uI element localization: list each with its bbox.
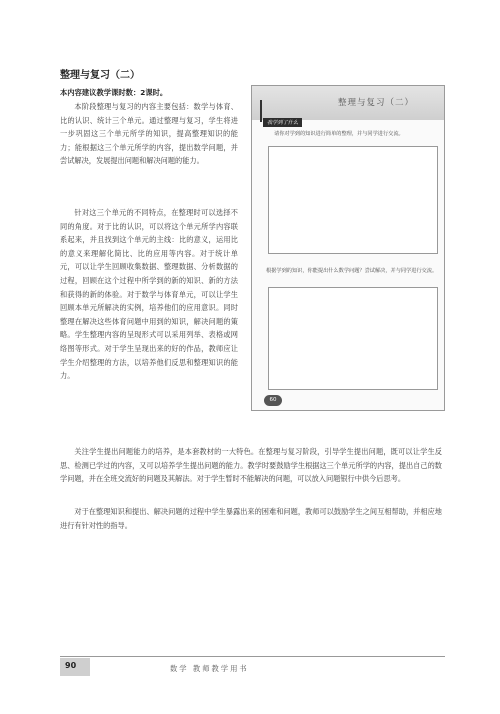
book-title: 数学 教师教学用书 xyxy=(170,664,249,673)
paragraph-approach: 针对这三个单元的不同特点，在整理时可以选择不同的角度。对于比的认识，可以将这个单元所学内容联系起来，并且找到这个单元的主线：比的意义，运用比的意义来理解化简比、比的应用等内容。对于统计单元，可以让学生回顾收集数据、整理数据、分析数据的过程，回顾在这个过程中所学到的新的知识、新的方法和获得的新的体验。对于数学与体育单元，可以让学生回顾本单元所解决的实例，培养他们的应用意识。同时整理在解决这些体育问题中用到的知识，解决问题的策略。学生整理内容的呈现形式可以采用列举、表格或网络图等形式。对于学生呈现出来的好的作品，教师应让学生介绍整理的方法，以培养他们反思和整理知识的能力。 xyxy=(60,208,238,381)
page-number: 90 xyxy=(65,661,77,670)
textbook-title: 整理与复习（二） xyxy=(337,98,414,108)
textbook-answer-box-2 xyxy=(268,287,438,390)
textbook-page-thumbnail xyxy=(251,85,445,411)
textbook-page-number: 60 xyxy=(264,395,282,406)
textbook-answer-box-1 xyxy=(268,146,438,254)
section-title: 整理与复习（二） xyxy=(60,70,140,81)
textbook-corner-mark xyxy=(260,100,262,122)
paragraph-intro: 本阶段整理与复习的内容主要包括：数学与体育、比的认识、统计三个单元。通过整理与复习，学生将进一步巩固这三个单元所学的知识，提高整理知识的能力；能根据这三个单元所学的内容，提出数学问题，并尝试解决，发展提出问题和解决问题的能力。 xyxy=(60,102,238,166)
textbook-prompt-organize: 请你对学到的知识进行简单的整理，并与同学进行交流。 xyxy=(274,131,404,137)
textbook-prompt-questions: 根据学到的知识，你能提出什么数学问题？尝试解决，并与同学进行交流。 xyxy=(266,268,438,274)
footer-divider xyxy=(60,656,445,657)
paragraph-questions: 关注学生提出问题能力的培养，是本套教材的一大特色。在整理与复习阶段，引导学生提出问题，既可以让学生反思、检测已学过的内容，又可以培养学生提出问题的能力。教学时要鼓励学生根据这三个单元所学的内容，提出自己的数学问题，并在全班交流好的问题及其解法。对于学生暂时不能解决的问题，可以放入问题银行中供今后思考。 xyxy=(60,447,442,484)
lesson-hint: 本内容建议教学课时数：2课时。 xyxy=(60,88,168,97)
textbook-label: 我学到了什么 xyxy=(263,118,302,127)
paragraph-guidance: 对于在整理知识和提出、解决问题的过程中学生暴露出来的困难和问题，教师可以鼓励学生之间互相帮助，并相应地进行有针对性的指导。 xyxy=(60,507,442,530)
